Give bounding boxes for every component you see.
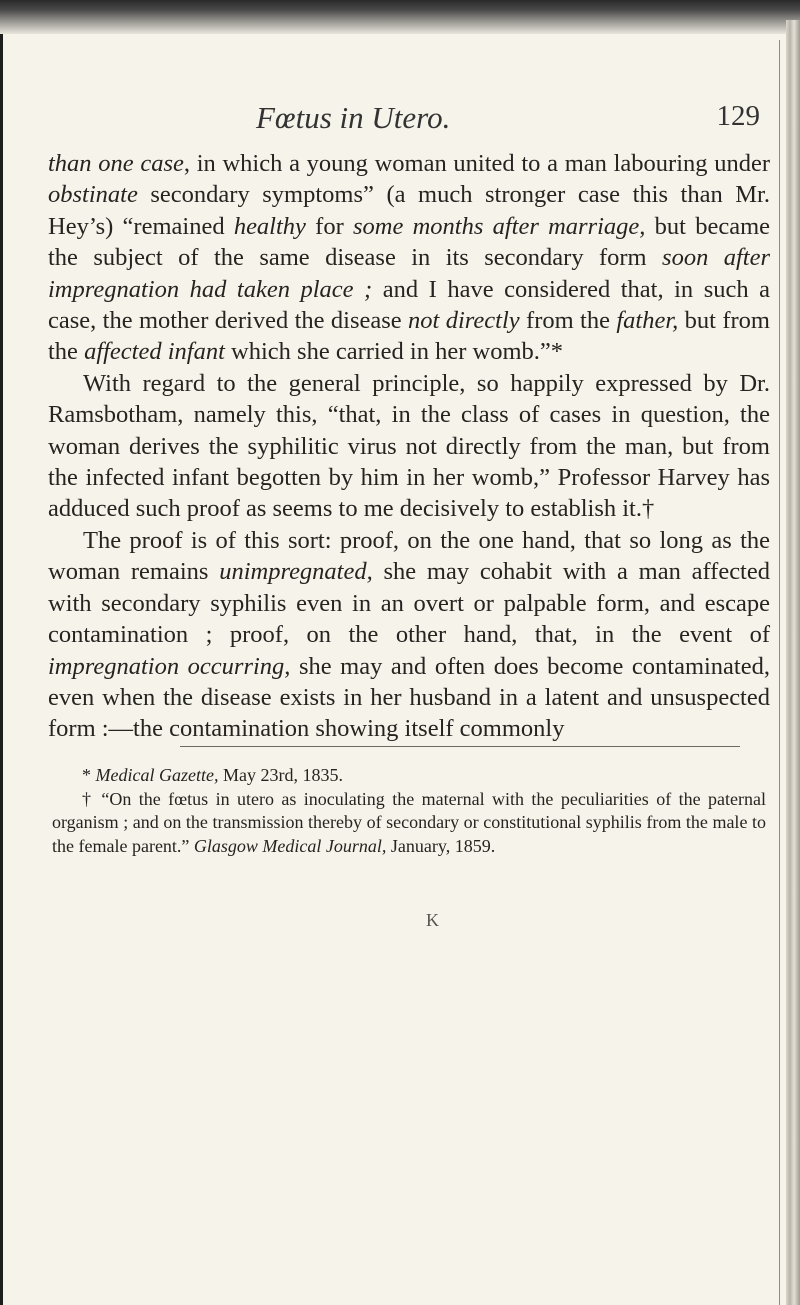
signature-mark: K bbox=[426, 910, 439, 930]
italic-text: obstinate bbox=[48, 181, 138, 209]
italic-text: some months after marriage, bbox=[352, 212, 646, 240]
text-run: for bbox=[305, 212, 353, 240]
body-text bbox=[48, 148, 770, 745]
italic-text: impregnation occurring, bbox=[48, 652, 291, 680]
italic-text: Medical Gazette, bbox=[95, 765, 219, 785]
italic-text: not directly bbox=[408, 307, 520, 335]
italic-text: than one case bbox=[48, 150, 184, 177]
text-run: The proof is of this sort: proof, on the one hand, that so long as the woman remains bbox=[48, 526, 770, 586]
text-run: and I have considered that, in such a case, the mother derived the disease bbox=[48, 275, 770, 335]
footnotes bbox=[52, 764, 766, 858]
text-run: * bbox=[82, 765, 96, 785]
text-run: from the bbox=[519, 307, 617, 335]
page-edge-line bbox=[779, 40, 780, 1305]
text-run: which she carried in her womb.”* bbox=[224, 338, 564, 366]
running-head bbox=[48, 100, 760, 140]
scan-right-edge bbox=[786, 20, 800, 1305]
paragraph bbox=[48, 368, 770, 525]
italic-text: soon after impregnation had taken place ; bbox=[48, 244, 771, 303]
footnote bbox=[52, 764, 766, 788]
italic-text: unimpregnated, bbox=[219, 558, 373, 586]
scan-left-edge bbox=[0, 34, 3, 1305]
italic-text: Glasgow Medical Journal, bbox=[193, 835, 387, 856]
text-run: January, 1859. bbox=[386, 835, 496, 856]
italic-text: father, bbox=[616, 307, 679, 335]
running-title: Fœtus in Utero. bbox=[256, 100, 451, 135]
page-number: 129 bbox=[716, 100, 760, 132]
footnote-rule bbox=[180, 746, 740, 747]
text-run: she may and often does become contaminated, even when the disease exists in her husband in a latent and unsuspected form :—the contamination showing itself commonly bbox=[48, 652, 770, 743]
paragraph bbox=[48, 148, 770, 368]
text-run: May 23rd, 1835. bbox=[218, 765, 343, 785]
text-run: With regard to the general principle, so happily expressed by Dr. Ramsbotham, namely this, “that, in the class of cases in question, the woman derives the syphilitic virus not directly from the man, but from the infected infant begotten by him in her womb,” Professor Harvey has adduced such proof as seems to me decisively to establish it.† bbox=[48, 369, 770, 523]
text-run: but from the bbox=[48, 307, 770, 366]
scan-top-edge bbox=[0, 0, 800, 34]
text-run: † “On the fœtus in utero as inoculating the maternal with the peculiarities of the paternal organism ; and on the transmission thereby of secondary or constitutional syphilis from the male to the female parent.” bbox=[52, 788, 766, 856]
text-run: but became the subject of the same disease in its secondary form bbox=[48, 212, 770, 272]
text-run: secondary symptoms” (a much stronger case this than Mr. Hey’s) “remained bbox=[48, 181, 770, 240]
footnote bbox=[52, 788, 766, 859]
italic-text: affected infant bbox=[84, 338, 225, 366]
paragraph bbox=[48, 525, 770, 745]
text-run: , in which a young woman united to a man labouring under bbox=[183, 150, 770, 177]
text-run: she may cohabit with a man affected with secondary syphilis even in an overt or palpable form, and escape contamination ; proof, on the other hand, that, in the event of bbox=[48, 558, 770, 649]
italic-text: healthy bbox=[233, 212, 306, 240]
